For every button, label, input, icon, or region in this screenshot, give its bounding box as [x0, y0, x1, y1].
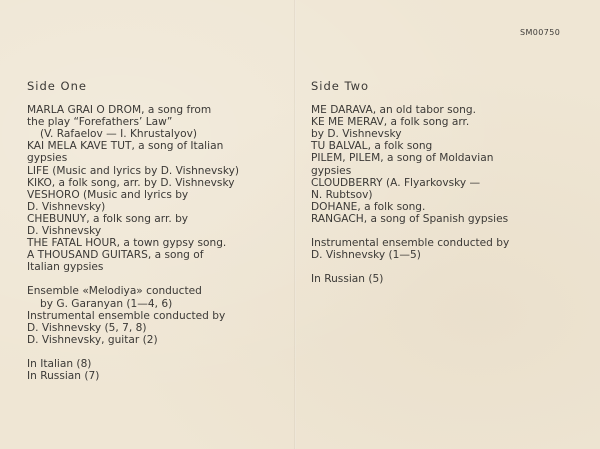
track-description: (Music and lyrics by	[79, 188, 189, 201]
track-title: LIFE	[27, 164, 49, 177]
track-title: DOHANE	[311, 200, 358, 213]
track-description: , a folk song arr.	[383, 116, 470, 129]
track-3	[27, 165, 312, 177]
track-title: A THOUSAND GUITARS	[27, 249, 148, 262]
catalog-number: SM00750	[520, 28, 561, 37]
track-description: , a folk song, arr. by D. Vishnevsky	[51, 176, 235, 189]
track-description: , a song from	[141, 104, 212, 117]
credit-line: by G. Garanyan (1—4, 6)	[40, 297, 173, 310]
track-description: , a folk song	[367, 140, 433, 153]
track-description: , a folk song.	[357, 200, 426, 213]
track-2	[27, 140, 312, 164]
credit-line: Instrumental ensemble conducted by	[311, 237, 510, 250]
track-description: , a song of Moldavian	[380, 152, 494, 165]
side-one-title: Side One	[27, 79, 87, 93]
track-description: , a town gypsy song.	[116, 237, 227, 250]
side-two-credits	[311, 237, 596, 261]
track-4	[27, 177, 312, 189]
side-one-column	[27, 80, 312, 382]
track-description: , a folk song arr. by	[86, 212, 189, 225]
track-5	[311, 177, 596, 201]
track-description: (A. Flyarkovsky —	[382, 176, 481, 189]
track-description: , a song of Italian	[131, 140, 224, 153]
track-description: , a song of Spanish gypsies	[363, 212, 509, 225]
track-description: gypsies	[27, 152, 68, 165]
track-description: (Music and lyrics by D. Vishnevsky)	[48, 164, 239, 177]
track-5	[27, 189, 312, 213]
track-description: , an old tabor song.	[372, 104, 476, 117]
credit-line: D. Vishnevsky (5, 7, 8)	[27, 321, 147, 334]
track-2	[311, 116, 596, 140]
track-description: by D. Vishnevsky	[311, 128, 402, 141]
track-title: RANGACH	[311, 212, 364, 225]
credit-line: Ensemble «Melodiya» conducted	[27, 285, 202, 298]
language-note: In Russian (5)	[311, 273, 384, 286]
track-7	[311, 213, 596, 225]
language-note: In Italian (8)	[27, 357, 92, 370]
side-one-languages	[27, 358, 312, 382]
track-8	[27, 249, 312, 273]
side-two-title: Side Two	[311, 79, 370, 93]
side-two-languages	[311, 273, 596, 285]
track-1	[27, 104, 312, 140]
track-title: VESHORO	[27, 188, 80, 201]
track-title: CHEBUNUY	[27, 212, 87, 225]
track-title: KIKO	[27, 176, 52, 189]
credit-line: Instrumental ensemble conducted by	[27, 309, 226, 322]
track-title: TU BALVAL	[311, 140, 368, 153]
track-6	[27, 213, 312, 237]
track-authors: (V. Rafaelov — I. Khrustalyov)	[40, 128, 197, 141]
track-6	[311, 201, 596, 213]
track-description: , a song of	[147, 249, 204, 262]
track-description: gypsies	[311, 164, 352, 177]
credit-line: D. Vishnevsky, guitar (2)	[27, 333, 158, 346]
language-note: In Russian (7)	[27, 369, 100, 382]
credit-line: D. Vishnevsky (1—5)	[311, 249, 421, 262]
track-title: ME DARAVA	[311, 104, 373, 117]
track-title: MARLA GRAI O DROM	[27, 104, 142, 117]
track-1	[311, 104, 596, 116]
track-4	[311, 152, 596, 176]
track-title: CLOUDBERRY	[311, 176, 383, 189]
track-description: D. Vishnevsky	[27, 225, 102, 238]
track-description: Italian gypsies	[27, 261, 104, 274]
track-3	[311, 140, 596, 152]
side-two-column	[311, 80, 596, 285]
track-title: KE ME MERAV	[311, 116, 384, 129]
track-7	[27, 237, 312, 249]
side-one-credits	[27, 285, 312, 345]
track-title: KAI MELA KAVE TUT	[27, 140, 132, 153]
track-description: the play “Forefathers’ Law”	[27, 116, 173, 129]
track-title: PILEM, PILEM	[311, 152, 381, 165]
track-description: D. Vishnevsky)	[27, 200, 106, 213]
track-description: N. Rubtsov)	[311, 188, 373, 201]
track-title: THE FATAL HOUR	[27, 237, 117, 250]
